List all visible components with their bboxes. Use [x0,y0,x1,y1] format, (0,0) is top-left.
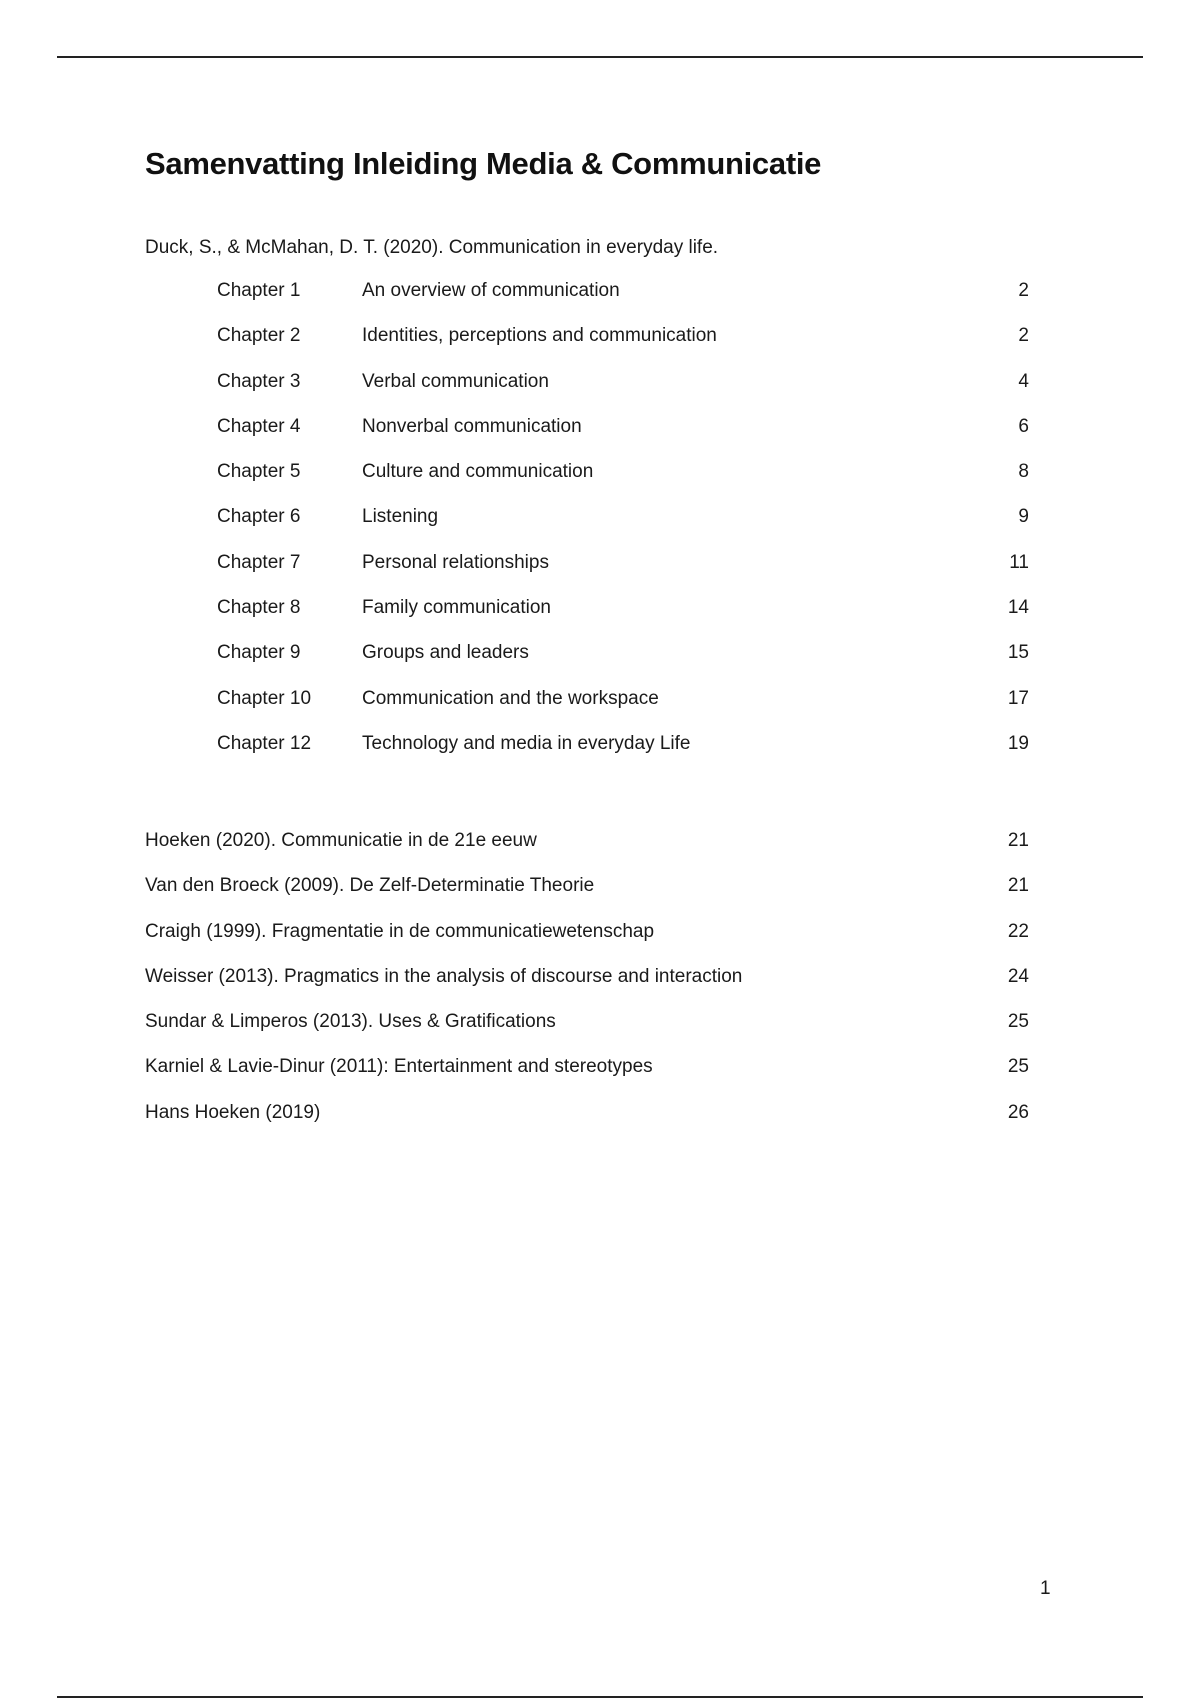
chapter-page: 9 [1018,506,1029,528]
chapter-page: 15 [1007,642,1029,664]
chapter-title: Verbal communication [362,370,549,392]
chapter-page: 19 [1007,732,1029,754]
chapter-page: 4 [1018,370,1029,392]
chapter-page: 2 [1018,325,1029,347]
article-page: 25 [1007,1011,1029,1033]
article-page: 22 [1007,920,1029,942]
toc-entry[interactable] [145,1011,1029,1056]
footer-rule [57,1696,1143,1698]
toc-entry[interactable] [145,921,1029,966]
toc-entry[interactable] [217,642,1029,687]
chapter-page: 8 [1018,461,1029,483]
chapter-page: 6 [1018,415,1029,437]
header-rule [57,56,1143,58]
chapter-title: Family communication [362,597,551,619]
chapter-page: 11 [1009,551,1029,573]
toc-entry[interactable] [217,552,1029,597]
article-title: Karniel & Lavie-Dinur (2011): Entertainment and stereotypes [145,1056,653,1078]
chapter-label: Chapter 2 [217,325,301,347]
chapter-label: Chapter 4 [217,415,301,437]
document-title: Samenvatting Inleiding Media & Communicatie [145,146,822,181]
chapter-label: Chapter 10 [217,687,312,709]
book-reference: Duck, S., & McMahan, D. T. (2020). Communication in everyday life. [145,237,719,258]
chapter-title: Listening [362,506,439,528]
article-title: Hans Hoeken (2019) [145,1101,321,1123]
toc-entry[interactable] [217,733,1029,778]
article-page: 21 [1007,830,1029,851]
toc-entry[interactable] [145,1056,1029,1101]
page-number: 1 [1040,1578,1051,1599]
toc-entry[interactable] [145,830,1029,875]
chapter-title: Identities, perceptions and communication [362,325,717,347]
chapter-label: Chapter 1 [217,280,301,301]
toc-entry[interactable] [145,875,1029,920]
chapter-label: Chapter 12 [217,732,312,754]
article-page: 21 [1007,875,1029,897]
article-title: Craigh (1999). Fragmentatie in de communicatiewetenschap [145,920,655,942]
article-list [145,830,1029,1147]
chapter-page: 14 [1007,597,1029,619]
article-title: Sundar & Limperos (2013). Uses & Gratifications [145,1011,556,1033]
chapter-title: Communication and the workspace [362,687,659,709]
toc-entry[interactable] [217,325,1029,370]
article-title: Hoeken (2020). Communicatie in de 21e eeuw [145,830,537,851]
toc-entry[interactable] [217,280,1029,325]
chapter-title: Technology and media in everyday Life [362,732,691,754]
article-page: 24 [1007,965,1029,987]
chapter-title: Personal relationships [362,551,549,573]
toc-entry[interactable] [217,461,1029,506]
chapter-label: Chapter 6 [217,506,301,528]
toc-entry[interactable] [217,371,1029,416]
chapter-title: Groups and leaders [362,642,529,664]
chapter-label: Chapter 3 [217,370,301,392]
chapter-title: Culture and communication [362,461,594,483]
chapter-label: Chapter 5 [217,461,301,483]
chapter-label: Chapter 9 [217,642,301,664]
toc-entry[interactable] [217,688,1029,733]
toc-entry[interactable] [217,506,1029,551]
toc-entry[interactable] [145,966,1029,1011]
chapter-title: Nonverbal communication [362,415,582,437]
article-page: 26 [1007,1101,1029,1123]
toc-entry[interactable] [145,1102,1029,1147]
chapter-title: An overview of communication [362,280,620,301]
article-page: 25 [1007,1056,1029,1078]
toc-entry[interactable] [217,416,1029,461]
chapter-page: 17 [1007,687,1029,709]
article-title: Van den Broeck (2009). De Zelf-Determinatie Theorie [145,875,595,897]
chapter-label: Chapter 8 [217,597,301,619]
chapter-label: Chapter 7 [217,551,301,573]
chapter-list [217,280,1029,778]
article-title: Weisser (2013). Pragmatics in the analysis of discourse and interaction [145,965,743,987]
chapter-page: 2 [1018,280,1029,301]
toc-entry[interactable] [217,597,1029,642]
